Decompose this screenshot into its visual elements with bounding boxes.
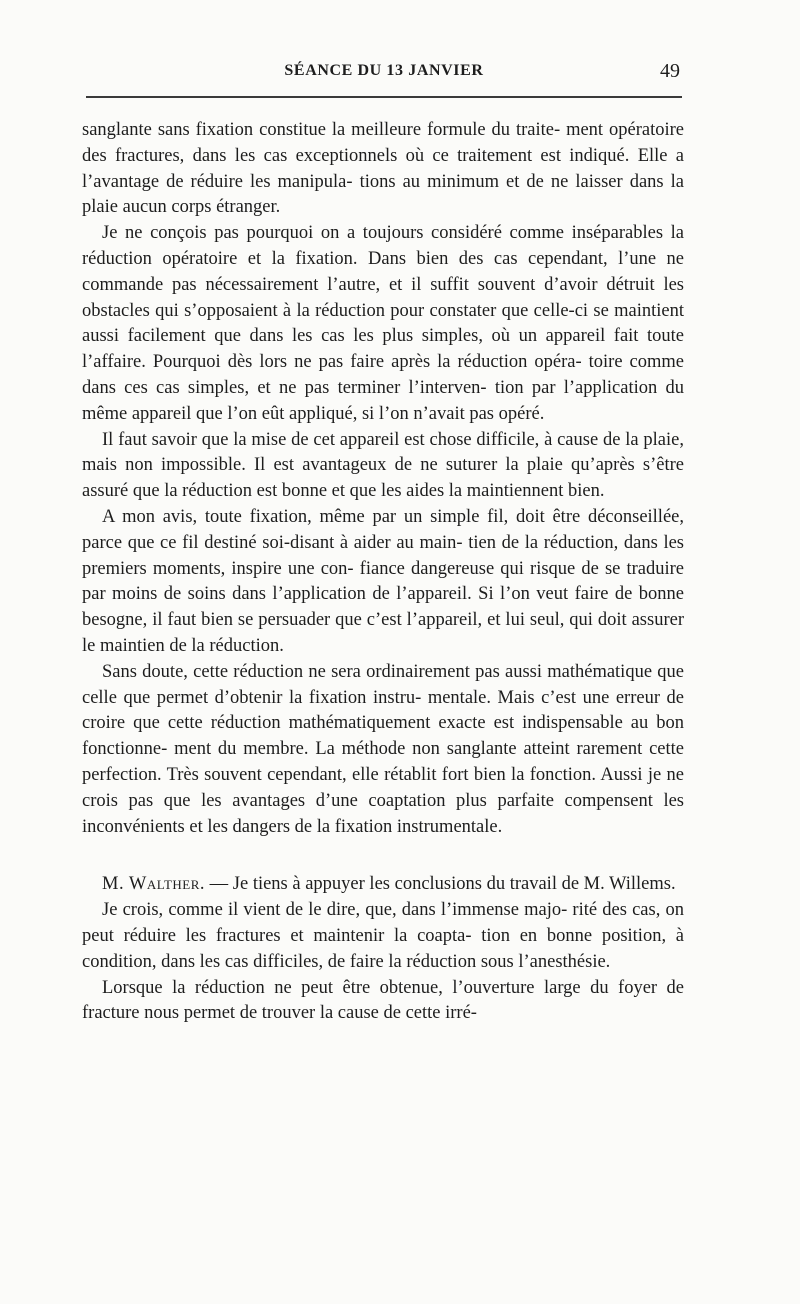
paragraph: Je crois, comme il vient de le dire, que, dans l’immense majo- rité des cas, on peut réduire les fractures et maintenir la coapta- tion en bonne position, à condition, dans les cas difficiles, de faire la réduction sous l’anesthésie.	[82, 900, 684, 972]
paragraph: Sans doute, cette réduction ne sera ordinairement pas aussi mathématique que celle que permet d’obtenir la fixation instru- mentale. Mais c’est une erreur de croire que cette réduction mathématiquement exacte est indispensable au bon fonctionne- ment du membre. La méthode non sanglante atteint rarement cette perfection. Très souvent cependant, elle rétablit fort bien la fonction. Aussi je ne crois pas que les avantages d’une coaptation plus parfaite compensent les inconvénients et les dangers de la fixation instrumentale.	[82, 661, 684, 837]
speaker-name: M. Walther.	[102, 874, 206, 895]
page-number: 49	[660, 60, 680, 82]
speaker-paragraph	[82, 872, 684, 898]
paragraph: Lorsque la réduction ne peut être obtenue, l’ouverture large du foyer de fracture nous permet de trouver la cause de cette irré-	[82, 977, 684, 1024]
header-rule	[86, 96, 682, 98]
paragraph: Je ne conçois pas pourquoi on a toujours considéré comme inséparables la réduction opératoire et la fixation. Dans bien des cas cependant, l’une ne commande pas nécessairement l’autre, et il suffit souvent d’avoir détruit les obstacles qui s’opposaient à la réduction pour constater que celle-ci se maintient aussi facilement que dans les cas les plus simples, où un appareil fait toute l’affaire. Pourquoi dès lors ne pas faire après la réduction opéra- toire comme dans ces cas simples, et ne pas terminer l’interven- tion par l’application du même appareil que l’on eût appliqué, si l’on n’avait pas opéré.	[82, 223, 684, 424]
body-text	[82, 118, 684, 1027]
paragraph: sanglante sans fixation constitue la meilleure formule du traite- ment opératoire des fractures, dans les cas exceptionnels où ce traitement est indiqué. Elle a l’avantage de réduire les manipula- tions au minimum et de ne laisser dans la plaie aucun corps étranger.	[82, 120, 684, 218]
paragraph: A mon avis, toute fixation, même par un simple fil, doit être déconseillée, parce que ce fil destiné soi-disant à aider au main- tien de la réduction, dans les premiers moments, inspire une con- fiance dangereuse qui risque de se traduire par moins de soins dans l’application de l’appareil. Si l’on veut faire de bonne besogne, il faut bien se persuader que c’est l’appareil, et lui seul, qui doit assurer le maintien de la réduction.	[82, 506, 684, 656]
paragraph: Il faut savoir que la mise de cet appareil est chose difficile, à cause de la plaie, mais non impossible. Il est avantageux de ne suturer la plaie qu’après s’être assuré que la réduction est bonne et que les aides la maintiennent bien.	[82, 429, 684, 502]
running-header	[86, 60, 682, 86]
speaker-statement: — Je tiens à appuyer les conclusions du travail de M. Willems.	[205, 874, 676, 895]
running-title: SÉANCE DU 13 JANVIER	[284, 62, 484, 79]
